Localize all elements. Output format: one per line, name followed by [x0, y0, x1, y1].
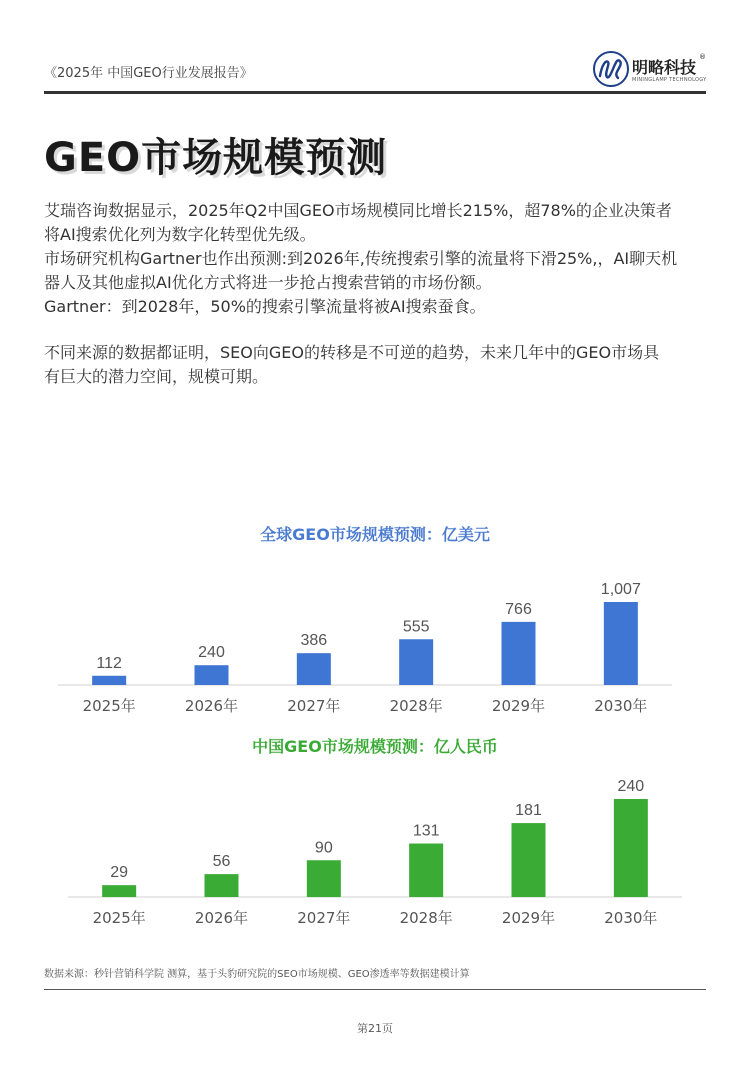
category-label: 2025年 — [92, 909, 146, 927]
category-label: 2028年 — [389, 697, 443, 715]
bar-2026年 — [205, 874, 239, 897]
conclusion-line: 有巨大的潜力空间，规模可期。 — [44, 367, 269, 386]
category-label: 2029年 — [501, 909, 556, 927]
intro-line: Gartner：到2028年，50%的搜索引擎流量将被AI搜索蚕食。 — [44, 297, 486, 316]
value-label: 29 — [110, 864, 129, 882]
bar-2025年 — [102, 885, 136, 897]
logo-name: 明略科技 — [632, 58, 697, 77]
bar-2026年 — [195, 665, 229, 685]
data-source-note: 数据来源：秒针营销科学院 测算，基于头豹研究院的SEO市场规模、GEO渗透率等数据建模计算 — [44, 969, 470, 980]
global-chart-title: 全球GEO市场规模预测：亿美元 — [260, 525, 490, 544]
value-label: 766 — [505, 600, 532, 618]
intro-line: 艾瑞咨询数据显示，2025年Q2中国GEO市场规模同比增长215%，超78%的企业决策者 — [44, 201, 672, 220]
intro-line: 市场研究机构Gartner也作出预测:到2026年,传统搜索引擎的流量将下滑25%,，AI聊天机 — [44, 249, 678, 268]
bar-2029年 — [502, 622, 536, 685]
page-number: 第21页 — [357, 1022, 393, 1035]
value-label: 112 — [96, 654, 122, 672]
category-label: 2026年 — [184, 697, 239, 715]
value-label: 181 — [515, 802, 542, 820]
conclusion-paragraph — [44, 341, 704, 389]
bar-2030年 — [604, 602, 638, 685]
company-logo — [592, 50, 712, 90]
category-label: 2029年 — [491, 697, 546, 715]
bar-2027年 — [307, 860, 341, 897]
category-label: 2027年 — [297, 909, 351, 927]
value-label: 1,007 — [600, 581, 641, 598]
footer-divider — [44, 989, 706, 990]
value-label: 386 — [300, 632, 328, 650]
value-label: 131 — [412, 822, 440, 840]
china-geo-market-bar-chart — [0, 768, 750, 938]
conclusion-line: 不同来源的数据都证明，SEO向GEO的转移是不可逆的趋势，未来几年中的GEO市场具 — [44, 343, 660, 362]
logo-registered-mark: ® — [699, 53, 706, 61]
page-title: GEO市场规模预测 — [44, 135, 388, 181]
value-label: 240 — [198, 644, 225, 662]
logo-mark-icon — [592, 50, 630, 88]
value-label: 90 — [314, 839, 333, 857]
bar-2028年 — [409, 844, 443, 897]
bar-2025年 — [92, 676, 126, 685]
category-label: 2026年 — [194, 909, 249, 927]
value-label: 240 — [617, 778, 645, 795]
value-label: 555 — [402, 618, 430, 636]
intro-paragraph — [44, 199, 704, 319]
category-label: 2030年 — [594, 697, 648, 715]
header-divider — [44, 91, 706, 94]
china-chart-title: 中国GEO市场规模预测：亿人民币 — [252, 737, 498, 756]
category-label: 2025年 — [82, 697, 136, 715]
category-label: 2027年 — [287, 697, 341, 715]
intro-line: 将AI搜索优化列为数字化转型优先级。 — [44, 225, 316, 244]
intro-line: 器人及其他虚拟AI优化方式将进一步抢占搜索营销的市场份额。 — [44, 273, 492, 292]
bar-2029年 — [512, 823, 546, 897]
global-geo-market-bar-chart — [0, 560, 750, 725]
value-label: 56 — [212, 853, 231, 871]
bar-2027年 — [297, 653, 331, 685]
header-report-title: 《2025年 中国GEO行业发展报告》 — [44, 66, 253, 81]
category-label: 2028年 — [399, 909, 453, 927]
logo-subtitle: MININGLAMP TECHNOLOGY — [632, 77, 707, 83]
bar-2030年 — [614, 799, 648, 897]
bar-2028年 — [399, 639, 433, 685]
category-label: 2030年 — [604, 909, 658, 927]
